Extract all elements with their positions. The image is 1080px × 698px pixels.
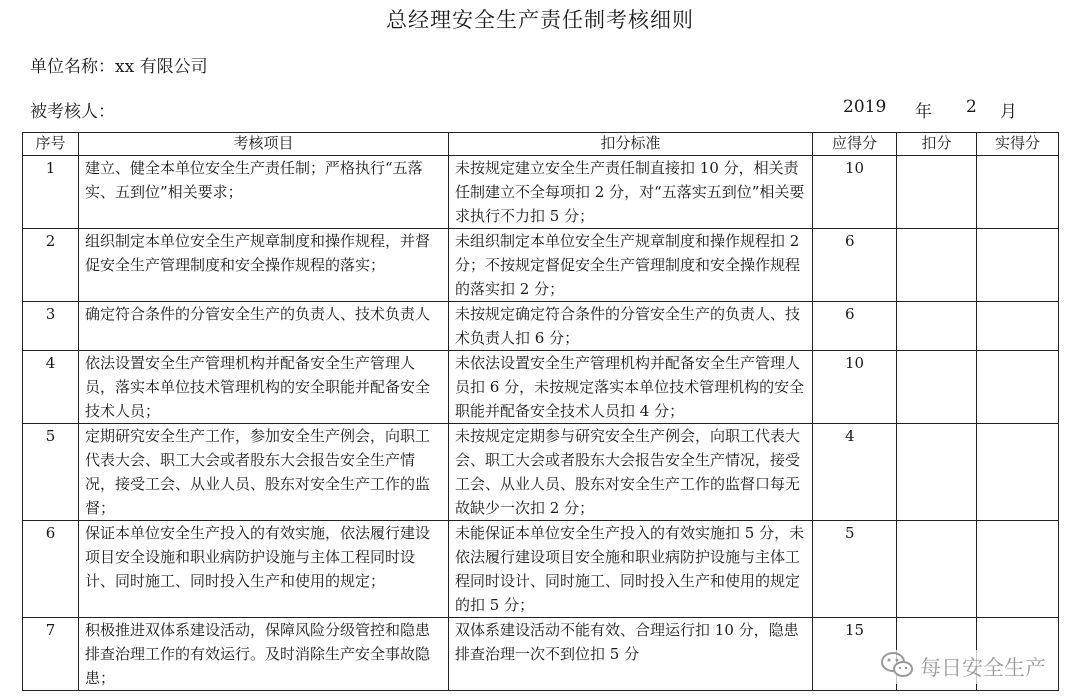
- row-standard: 未按规定建立安全生产责任制直接扣 10 分，相关责任制建立不全每项扣 2 分，对“五落实五到位”相关要求执行不力扣 5 分；: [449, 156, 813, 229]
- header-due-score: 应得分: [813, 133, 897, 156]
- header-item: 考核项目: [79, 133, 449, 156]
- row-due-score: 10: [813, 156, 897, 229]
- row-no: 4: [23, 351, 79, 424]
- row-item: 积极推进双体系建设活动，保障风险分级管控和隐患排查治理工作的有效运行。及时消除生产安全事故隐患；: [79, 618, 449, 691]
- row-item: 建立、健全本单位安全生产责任制；严格执行“五落实、五到位”相关要求；: [79, 156, 449, 229]
- row-standard: 未依法设置安全生产管理机构并配备安全生产管理人员扣 6 分，未按规定落实本单位技术管理机构的安全职能并配备安全技术人员扣 4 分；: [449, 351, 813, 424]
- unit-name-label: 单位名称：: [30, 57, 115, 77]
- row-actual-score: [977, 521, 1059, 618]
- row-no: 2: [23, 229, 79, 302]
- table-row: [23, 424, 1059, 521]
- row-item: 组织制定本单位安全生产规章制度和操作规程，并督促安全生产管理制度和安全操作规程的落实；: [79, 229, 449, 302]
- table-row: [23, 156, 1059, 229]
- row-deduction: [897, 156, 977, 229]
- row-standard: 未按规定确定符合条件的分管安全生产的负责人、技术负责人扣 6 分；: [449, 302, 813, 351]
- date-month: 2: [966, 97, 977, 117]
- header-actual-score: 实得分: [977, 133, 1059, 156]
- watermark: [876, 650, 1050, 684]
- row-no: 7: [23, 618, 79, 691]
- row-no: 5: [23, 424, 79, 521]
- row-due-score: 5: [813, 521, 897, 618]
- unit-name-value: xx 有限公司: [115, 57, 208, 77]
- table-row: [23, 229, 1059, 302]
- row-due-score: 6: [813, 229, 897, 302]
- date-year-unit: 年: [915, 102, 932, 122]
- row-deduction: [897, 351, 977, 424]
- row-no: 1: [23, 156, 79, 229]
- row-standard: 未组织制定本单位安全生产规章制度和操作规程扣 2 分；不按规定督促安全生产管理制度和安全操作规程的落实扣 2 分；: [449, 229, 813, 302]
- table-row: [23, 302, 1059, 351]
- header-no: 序号: [23, 133, 79, 156]
- row-deduction: [897, 521, 977, 618]
- unit-name-line: [30, 52, 208, 77]
- row-actual-score: [977, 351, 1059, 424]
- assessment-table: [22, 132, 1059, 691]
- row-deduction: [897, 424, 977, 521]
- row-deduction: [897, 302, 977, 351]
- row-due-score: 6: [813, 302, 897, 351]
- row-item: 确定符合条件的分管安全生产的负责人、技术负责人: [79, 302, 449, 351]
- row-actual-score: [977, 156, 1059, 229]
- row-standard: 未能保证本单位安全生产投入的有效实施扣 5 分，未依法履行建设项目安全施和职业病防护设施与主体工程同时设计、同时施工、同时投入生产和使用的规定的扣 5 分；: [449, 521, 813, 618]
- row-no: 6: [23, 521, 79, 618]
- table-row: [23, 351, 1059, 424]
- row-item: 保证本单位安全生产投入的有效实施，依法履行建设项目安全设施和职业病防护设施与主体工程同时设计、同时施工、同时投入生产和使用的规定；: [79, 521, 449, 618]
- table-header-row: [23, 133, 1059, 156]
- row-item: 定期研究安全生产工作，参加安全生产例会，向职工代表大会、职工大会或者股东大会报告安全生产情况，接受工会、从业人员、股东对安全生产工作的监督；: [79, 424, 449, 521]
- header-standard: 扣分标准: [449, 133, 813, 156]
- row-actual-score: [977, 424, 1059, 521]
- date-month-unit: 月: [1000, 102, 1017, 122]
- row-deduction: [897, 229, 977, 302]
- row-due-score: 15: [813, 618, 897, 691]
- document-title: 总经理安全生产责任制考核细则: [386, 8, 694, 32]
- row-standard: 未按规定定期参与研究安全生产例会，向职工代表大会、职工大会或者股东大会报告安全生产情况，接受工会、从业人员、股东对安全生产工作的监督口每无故缺少一次扣 2 分；: [449, 424, 813, 521]
- row-no: 3: [23, 302, 79, 351]
- row-actual-score: [977, 229, 1059, 302]
- wechat-icon: [880, 650, 914, 685]
- row-due-score: 4: [813, 424, 897, 521]
- examinee-label: 被考核人：: [30, 102, 115, 122]
- watermark-text: 每日安全生产: [920, 656, 1046, 680]
- row-due-score: 10: [813, 351, 897, 424]
- row-standard: 双体系建设活动不能有效、合理运行扣 10 分，隐患排查治理一次不到位扣 5 分: [449, 618, 813, 691]
- date-year: 2019: [843, 97, 887, 117]
- table-row: [23, 521, 1059, 618]
- row-actual-score: [977, 302, 1059, 351]
- header-deduction: 扣分: [897, 133, 977, 156]
- row-item: 依法设置安全生产管理机构并配备安全生产管理人员，落实本单位技术管理机构的安全职能并配备安全技术人员；: [79, 351, 449, 424]
